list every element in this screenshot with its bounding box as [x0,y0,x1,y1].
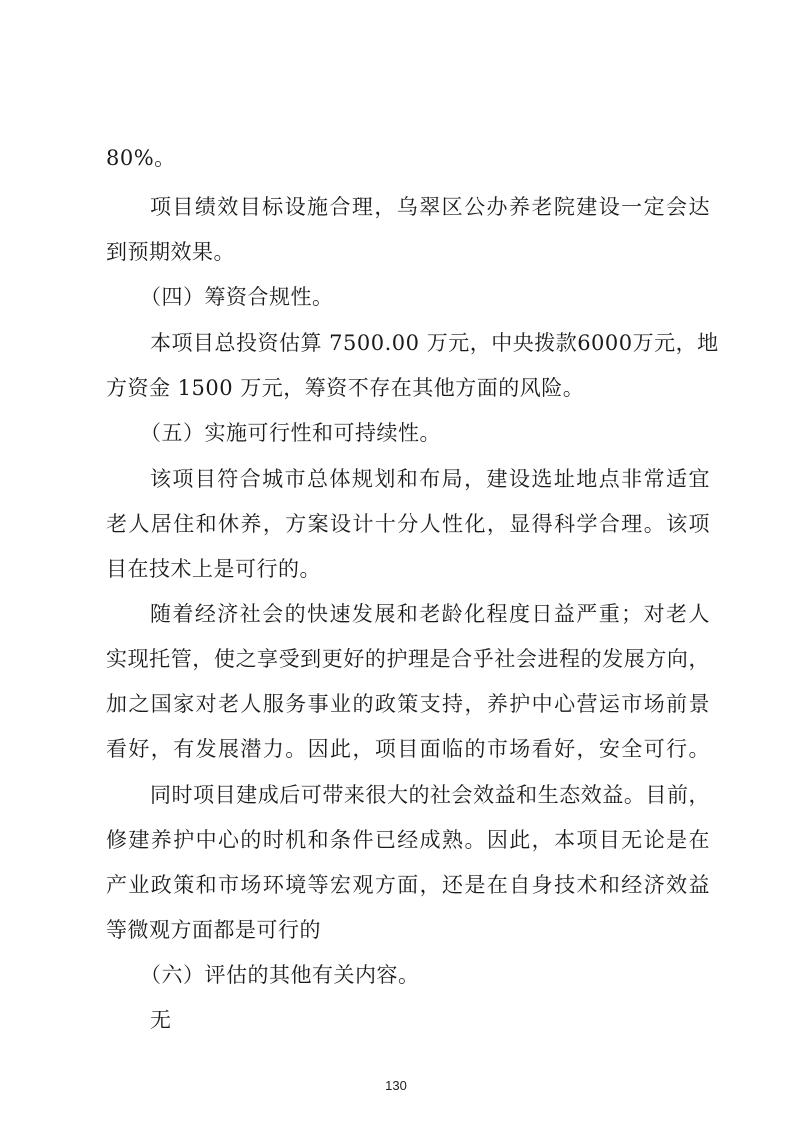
text-line-6: 方资金 1500 万元，筹资不存在其他方面的风险。 [106,376,585,400]
text-line-12: 实现托管，使之享受到更好的护理是合乎社会进程的发展方向， [106,647,710,671]
section-heading-5: （五）实施可行性和可持续性。 [140,421,441,445]
text-line-16: 修建养护中心的时机和条件已经成熟。因此，本项目无论是在 [106,828,710,852]
text-line-10: 目在技术上是可行的。 [106,557,321,581]
text-line-15: 同时项目建成后可带来很大的社会效益和生态效益。目前， [150,783,710,807]
text-line-2: 项目绩效目标设施合理，乌翠区公办养老院建设一定会达 [150,195,710,219]
text-line-14: 看好，有发展潜力。因此，项目面临的市场看好，安全可行。 [106,737,710,761]
text-line-17: 产业政策和市场环境等宏观方面，还是在自身技术和经济效益 [106,873,710,897]
text-line-1: 80%。 [106,146,176,170]
page-number: 130 [385,1078,407,1093]
text-line-18: 等微观方面都是可行的 [106,918,321,942]
text-line-11: 随着经济社会的快速发展和老龄化程度日益严重；对老人 [150,602,710,626]
text-line-9: 老人居住和休养，方案设计十分人性化，显得科学合理。该项 [106,512,710,536]
text-line-8: 该项目符合城市总体规划和布局，建设选址地点非常适宜 [150,467,710,491]
text-line-20: 无 [150,1008,172,1032]
section-heading-6: （六）评估的其他有关内容。 [140,963,420,987]
text-line-5: 本项目总投资估算 7500.00 万元，中央拨款6000万元，地 [150,331,719,355]
section-heading-4: （四）筹资合规性。 [140,285,334,309]
text-line-3: 到预期效果。 [106,240,235,264]
text-line-13: 加之国家对老人服务事业的政策支持，养护中心营运市场前景 [106,692,710,716]
